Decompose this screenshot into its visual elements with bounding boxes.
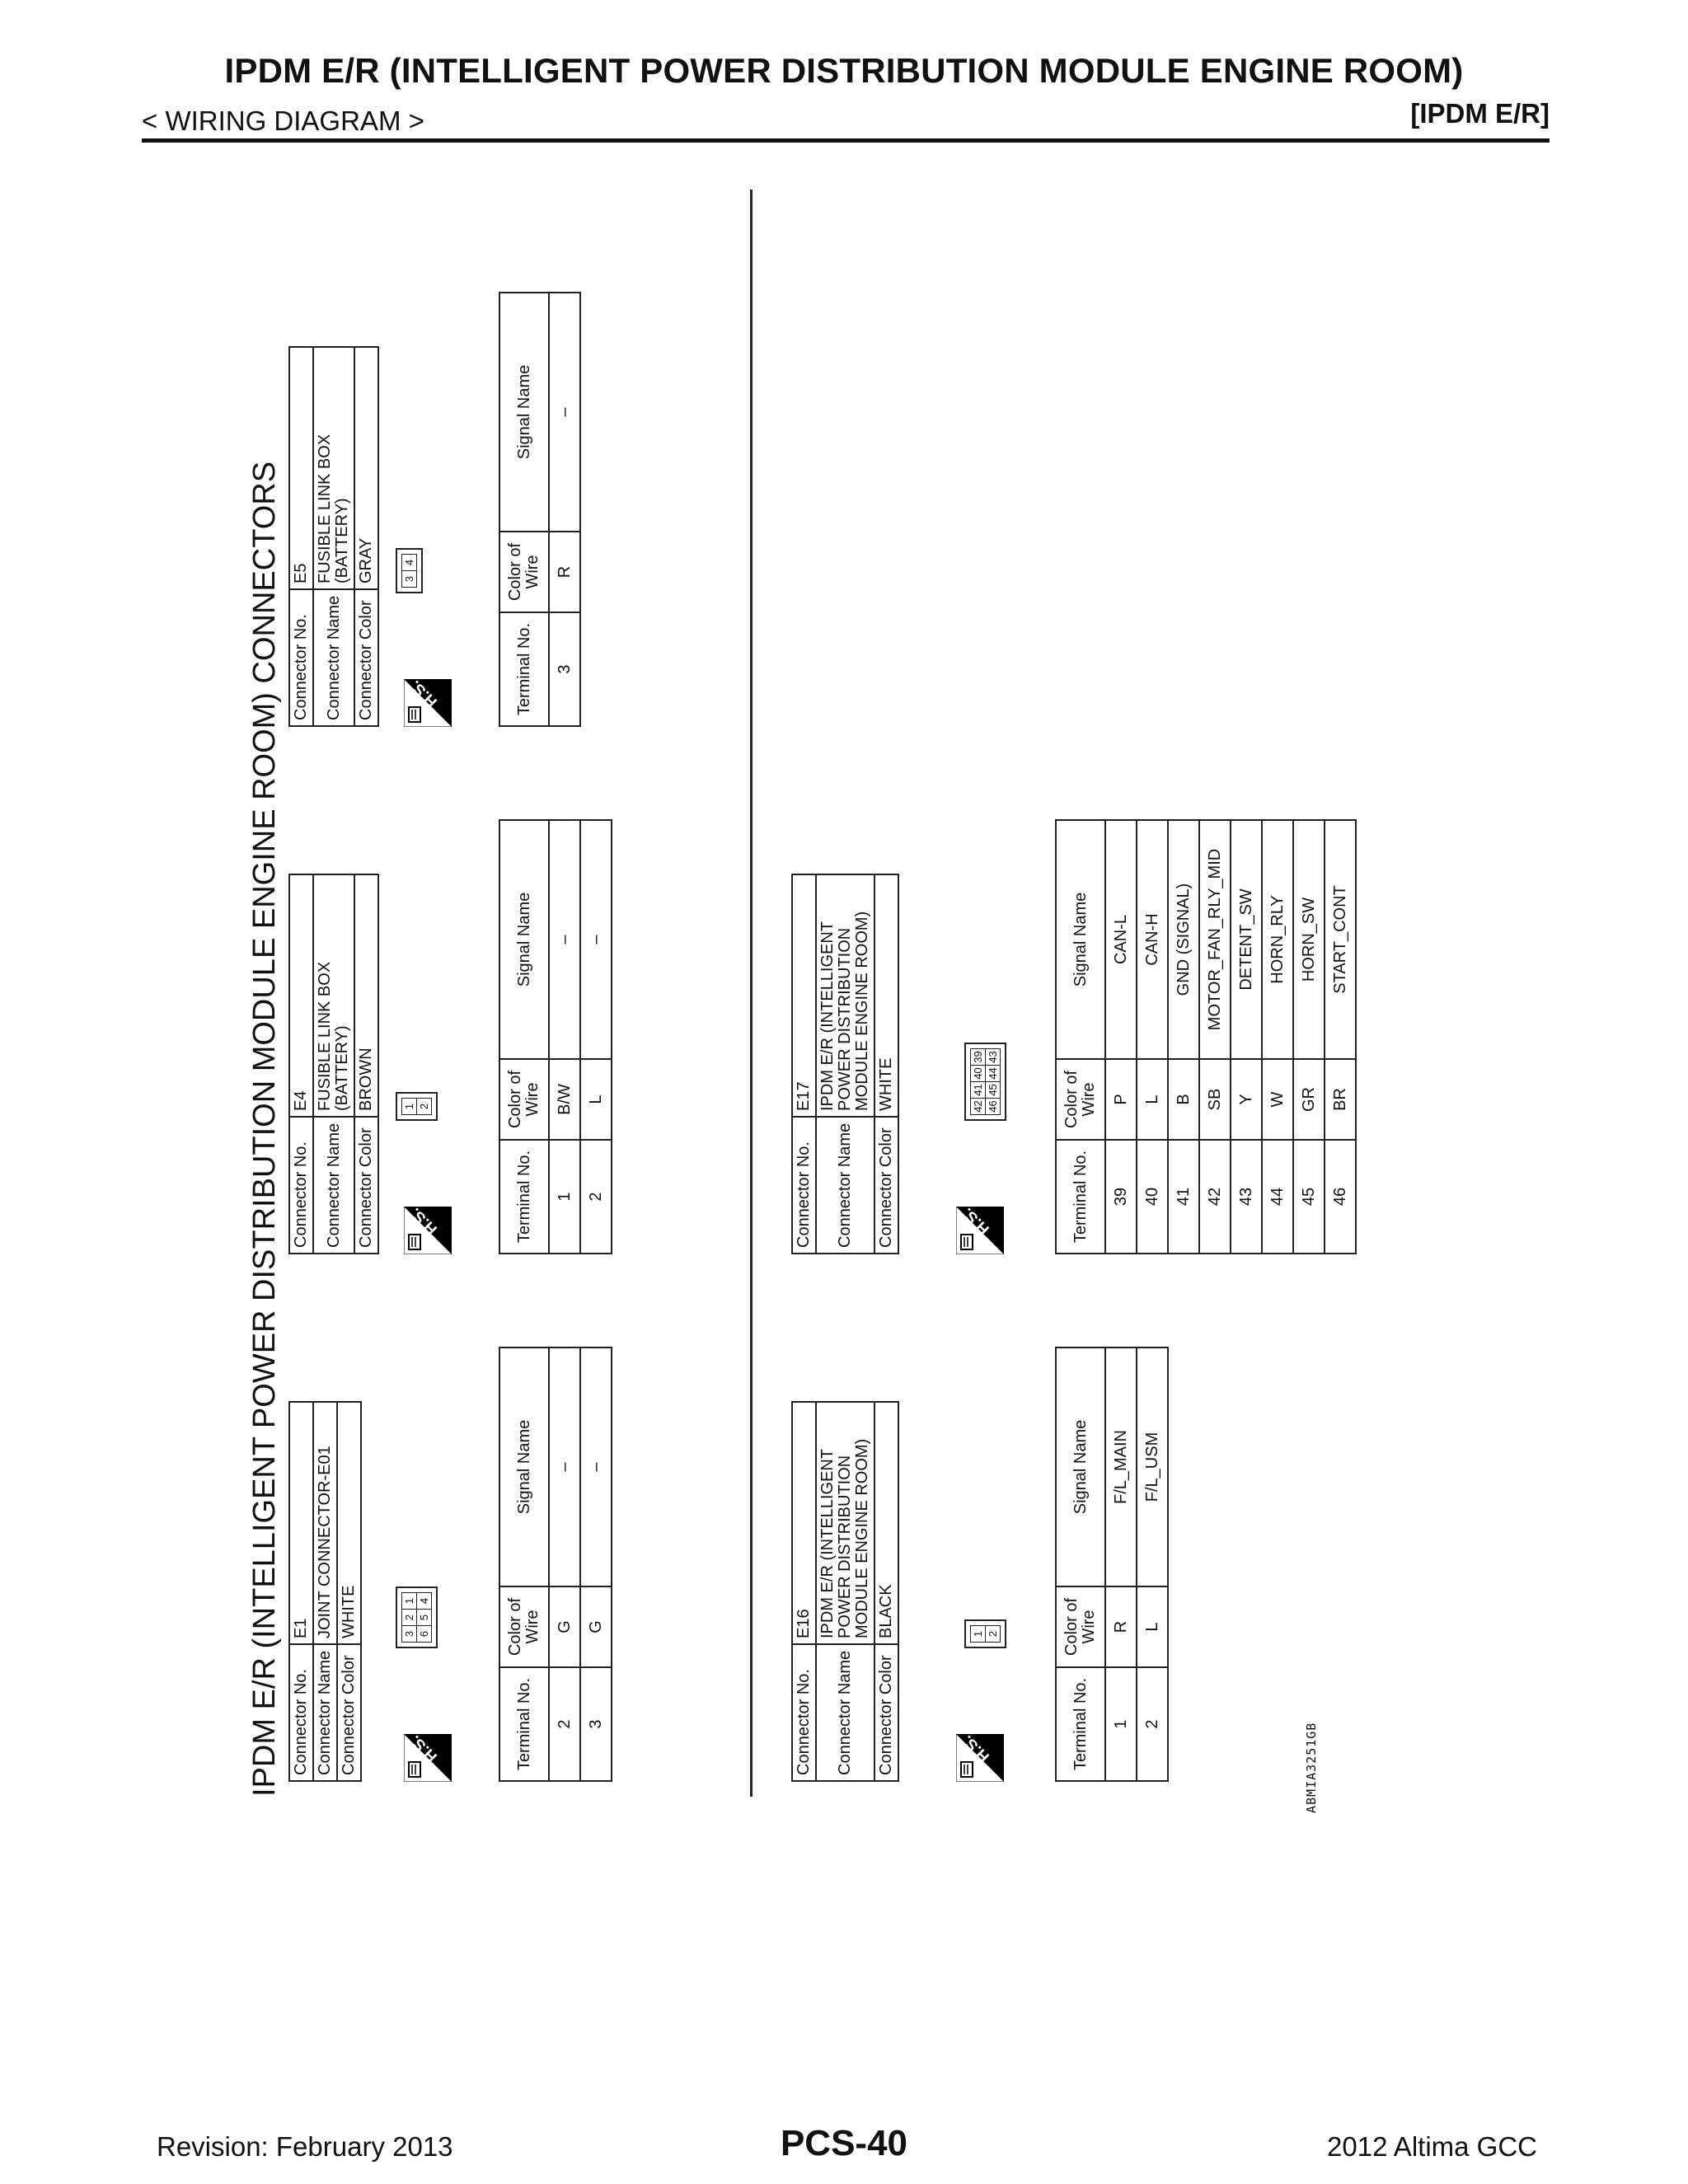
vehicle-model: 2012 Altima GCC bbox=[1327, 2131, 1537, 2162]
page-title: IPDM E/R (INTELLIGENT POWER DISTRIBUTION MODULE ENGINE ROOM) bbox=[224, 51, 1464, 90]
harness-side-icon bbox=[956, 1734, 1004, 1782]
signal-name-cell: – bbox=[580, 820, 612, 1059]
wire-color-cell: R bbox=[549, 532, 580, 612]
connector-color-label: Connector Color bbox=[354, 1117, 378, 1254]
terminal-no-cell: 42 bbox=[1199, 1140, 1231, 1254]
connector-name-value: IPDM E/R (INTELLIGENT POWER DISTRIBUTION MODULE ENGINE ROOM) bbox=[816, 874, 874, 1117]
connector-face bbox=[396, 1092, 442, 1121]
pin-cell: 2 bbox=[402, 1610, 417, 1626]
wire-color-cell: SB bbox=[1199, 1059, 1231, 1140]
pin-cell: 41 bbox=[971, 1082, 986, 1099]
connector-info-table bbox=[288, 346, 379, 727]
harness-side-icon bbox=[956, 1204, 1004, 1254]
pin-cell: 2 bbox=[986, 1626, 1001, 1643]
pin-cell: 3 bbox=[402, 571, 417, 588]
terminal-table bbox=[1055, 1347, 1169, 1782]
signal-name-cell: HORN_RLY bbox=[1262, 820, 1293, 1059]
signal-name-header: Signal Name bbox=[1056, 1347, 1105, 1586]
connector-name-label: Connector Name bbox=[313, 1644, 337, 1781]
table-row bbox=[549, 293, 580, 726]
terminal-no-header: Terminal No. bbox=[499, 1667, 549, 1781]
table-row bbox=[1137, 1347, 1168, 1781]
diagram-title: IPDM E/R (INTELLIGENT POWER DISTRIBUTION MODULE ENGINE ROOM) CONNECTORS bbox=[247, 461, 282, 1797]
signal-name-header: Signal Name bbox=[499, 293, 549, 532]
connector-name-label: Connector Name bbox=[313, 589, 354, 726]
hs-label: H.S. bbox=[959, 1732, 993, 1765]
pin-cell: 40 bbox=[971, 1066, 986, 1082]
table-row bbox=[1137, 820, 1168, 1254]
wire-color-header: Color of Wire bbox=[499, 1059, 549, 1140]
signal-name-header: Signal Name bbox=[499, 1347, 549, 1586]
table-row bbox=[1105, 820, 1137, 1254]
wire-color-cell: G bbox=[549, 1586, 580, 1667]
pin-cell: 43 bbox=[986, 1049, 1001, 1066]
terminal-no-cell: 3 bbox=[580, 1667, 612, 1781]
terminal-no-cell: 46 bbox=[1325, 1140, 1356, 1254]
terminal-no-header: Terminal No. bbox=[499, 612, 549, 726]
table-row bbox=[549, 1347, 580, 1781]
table-row bbox=[1231, 820, 1262, 1254]
terminal-no-cell: 40 bbox=[1137, 1140, 1168, 1254]
connector-info-table bbox=[791, 874, 899, 1254]
signal-name-header: Signal Name bbox=[499, 820, 549, 1059]
reference-code: ABMIA3251GB bbox=[1304, 1722, 1319, 1813]
connector-face bbox=[964, 1619, 1010, 1648]
wire-color-cell: G bbox=[580, 1586, 612, 1667]
terminal-no-cell: 2 bbox=[549, 1667, 580, 1781]
connector-color-label: Connector Color bbox=[874, 1644, 898, 1781]
terminal-no-header: Terminal No. bbox=[1056, 1140, 1105, 1254]
terminal-no-cell: 3 bbox=[549, 612, 580, 726]
connector-color-value: WHITE bbox=[337, 1402, 361, 1644]
terminal-no-cell: 2 bbox=[1137, 1667, 1168, 1781]
connector-color-value: WHITE bbox=[874, 874, 898, 1117]
pin-cell: 45 bbox=[986, 1082, 1001, 1099]
connector-name-label: Connector Name bbox=[816, 1644, 874, 1781]
wire-color-cell: B/W bbox=[549, 1059, 580, 1140]
wire-color-cell: B bbox=[1168, 1059, 1199, 1140]
signal-name-cell: F/L_USM bbox=[1137, 1347, 1168, 1586]
table-row bbox=[549, 820, 580, 1254]
signal-name-cell: – bbox=[580, 1347, 612, 1586]
terminal-no-cell: 39 bbox=[1105, 1140, 1137, 1254]
pin-cell: 39 bbox=[971, 1049, 986, 1066]
harness-side-icon bbox=[404, 679, 452, 727]
connector-face bbox=[396, 1586, 442, 1648]
wire-color-cell: GR bbox=[1293, 1059, 1325, 1140]
signal-name-cell: START_CONT bbox=[1325, 820, 1356, 1059]
hs-label: H.S. bbox=[406, 1732, 441, 1765]
wire-color-cell: L bbox=[580, 1059, 612, 1140]
signal-name-cell: F/L_MAIN bbox=[1105, 1347, 1137, 1586]
connector-info-table bbox=[791, 1401, 899, 1782]
pin-cell: 42 bbox=[971, 1099, 986, 1115]
connector-no-label: Connector No. bbox=[289, 589, 313, 726]
wire-color-cell: BR bbox=[1325, 1059, 1356, 1140]
terminal-no-cell: 1 bbox=[1105, 1667, 1137, 1781]
signal-name-cell: CAN-H bbox=[1137, 820, 1168, 1059]
table-row bbox=[1325, 820, 1356, 1254]
signal-name-cell: MOTOR_FAN_RLY_MID bbox=[1199, 820, 1231, 1059]
connector-name-label: Connector Name bbox=[816, 1117, 874, 1254]
diagram-sheet bbox=[239, 190, 1426, 1813]
signal-name-cell: – bbox=[549, 293, 580, 532]
table-row bbox=[580, 820, 612, 1254]
terminal-table bbox=[499, 292, 581, 727]
table-row bbox=[1105, 1347, 1137, 1781]
connector-name-value: FUSIBLE LINK BOX (BATTERY) bbox=[313, 874, 354, 1117]
pin-cell: 2 bbox=[417, 1099, 432, 1115]
terminal-no-cell: 43 bbox=[1231, 1140, 1262, 1254]
pin-cell: 44 bbox=[986, 1066, 1001, 1082]
connector-no-label: Connector No. bbox=[792, 1117, 816, 1254]
terminal-table bbox=[499, 1347, 612, 1782]
wire-color-cell: W bbox=[1262, 1059, 1293, 1140]
page-number: PCS-40 bbox=[780, 2123, 908, 2163]
connector-no-value: E1 bbox=[289, 1402, 313, 1644]
hs-label: H.S. bbox=[959, 1204, 993, 1238]
connector-name-label: Connector Name bbox=[313, 1117, 354, 1254]
wire-color-cell: R bbox=[1105, 1586, 1137, 1667]
connector-no-label: Connector No. bbox=[289, 1117, 313, 1254]
signal-name-cell: – bbox=[549, 1347, 580, 1586]
connector-no-value: E5 bbox=[289, 347, 313, 589]
pin-cell: 4 bbox=[417, 1593, 432, 1610]
table-row bbox=[1262, 820, 1293, 1254]
signal-name-cell: HORN_SW bbox=[1293, 820, 1325, 1059]
wire-color-header: Color of Wire bbox=[499, 1586, 549, 1667]
connector-face bbox=[396, 548, 427, 593]
connector-no-label: Connector No. bbox=[792, 1644, 816, 1781]
terminal-table bbox=[1055, 819, 1357, 1254]
terminal-no-cell: 45 bbox=[1293, 1140, 1325, 1254]
wire-color-header: Color of Wire bbox=[1056, 1586, 1105, 1667]
connector-info-table bbox=[288, 874, 379, 1254]
hs-label: H.S. bbox=[406, 677, 441, 710]
section-breadcrumb: < WIRING DIAGRAM > bbox=[142, 105, 424, 136]
hs-label: H.S. bbox=[406, 1204, 441, 1238]
table-row bbox=[1168, 820, 1199, 1254]
pin-cell: 1 bbox=[402, 1593, 417, 1610]
signal-name-cell: CAN-L bbox=[1105, 820, 1137, 1059]
signal-name-cell: DETENT_SW bbox=[1231, 820, 1262, 1059]
revision-date: Revision: February 2013 bbox=[157, 2131, 453, 2162]
wire-color-header: Color of Wire bbox=[499, 532, 549, 612]
section-tag: [IPDM E/R] bbox=[1410, 98, 1550, 129]
harness-side-icon bbox=[404, 1734, 452, 1782]
terminal-table bbox=[499, 819, 612, 1254]
pin-cell: 1 bbox=[402, 1099, 417, 1115]
connector-color-value: BROWN bbox=[354, 874, 378, 1117]
terminal-no-cell: 2 bbox=[580, 1140, 612, 1254]
signal-name-header: Signal Name bbox=[1056, 820, 1105, 1059]
connector-face bbox=[964, 1043, 1010, 1121]
wire-color-header: Color of Wire bbox=[1056, 1059, 1105, 1140]
pin-cell: 3 bbox=[402, 1626, 417, 1643]
table-row bbox=[1199, 820, 1231, 1254]
connector-no-value: E4 bbox=[289, 874, 313, 1117]
header-rule bbox=[142, 138, 1550, 143]
pin-cell: 6 bbox=[417, 1626, 432, 1643]
connector-name-value: IPDM E/R (INTELLIGENT POWER DISTRIBUTION MODULE ENGINE ROOM) bbox=[816, 1402, 874, 1644]
connector-color-value: BLACK bbox=[874, 1402, 898, 1644]
connector-no-value: E17 bbox=[792, 874, 816, 1117]
terminal-no-cell: 41 bbox=[1168, 1140, 1199, 1254]
pin-cell: 46 bbox=[986, 1099, 1001, 1115]
terminal-no-cell: 44 bbox=[1262, 1140, 1293, 1254]
harness-side-icon bbox=[404, 1204, 452, 1254]
connector-name-value: JOINT CONNECTOR-E01 bbox=[313, 1402, 337, 1644]
terminal-no-cell: 1 bbox=[549, 1140, 580, 1254]
terminal-no-header: Terminal No. bbox=[1056, 1667, 1105, 1781]
table-row bbox=[580, 1347, 612, 1781]
pin-cell: 5 bbox=[417, 1610, 432, 1626]
connector-info-table bbox=[288, 1401, 362, 1782]
wire-color-cell: L bbox=[1137, 1059, 1168, 1140]
connector-no-label: Connector No. bbox=[289, 1644, 313, 1781]
wire-color-cell: L bbox=[1137, 1586, 1168, 1667]
pin-cell: 1 bbox=[971, 1626, 986, 1643]
connector-no-value: E16 bbox=[792, 1402, 816, 1644]
wire-color-cell: Y bbox=[1231, 1059, 1262, 1140]
column-divider bbox=[750, 190, 753, 1797]
terminal-no-header: Terminal No. bbox=[499, 1140, 549, 1254]
connector-color-value: GRAY bbox=[354, 347, 378, 589]
table-row bbox=[1293, 820, 1325, 1254]
signal-name-cell: GND (SIGNAL) bbox=[1168, 820, 1199, 1059]
connector-name-value: FUSIBLE LINK BOX (BATTERY) bbox=[313, 347, 354, 589]
wire-color-cell: P bbox=[1105, 1059, 1137, 1140]
signal-name-cell: – bbox=[549, 820, 580, 1059]
pin-cell: 4 bbox=[402, 555, 417, 571]
connector-color-label: Connector Color bbox=[337, 1644, 361, 1781]
connector-color-label: Connector Color bbox=[354, 589, 378, 726]
connector-color-label: Connector Color bbox=[874, 1117, 898, 1254]
